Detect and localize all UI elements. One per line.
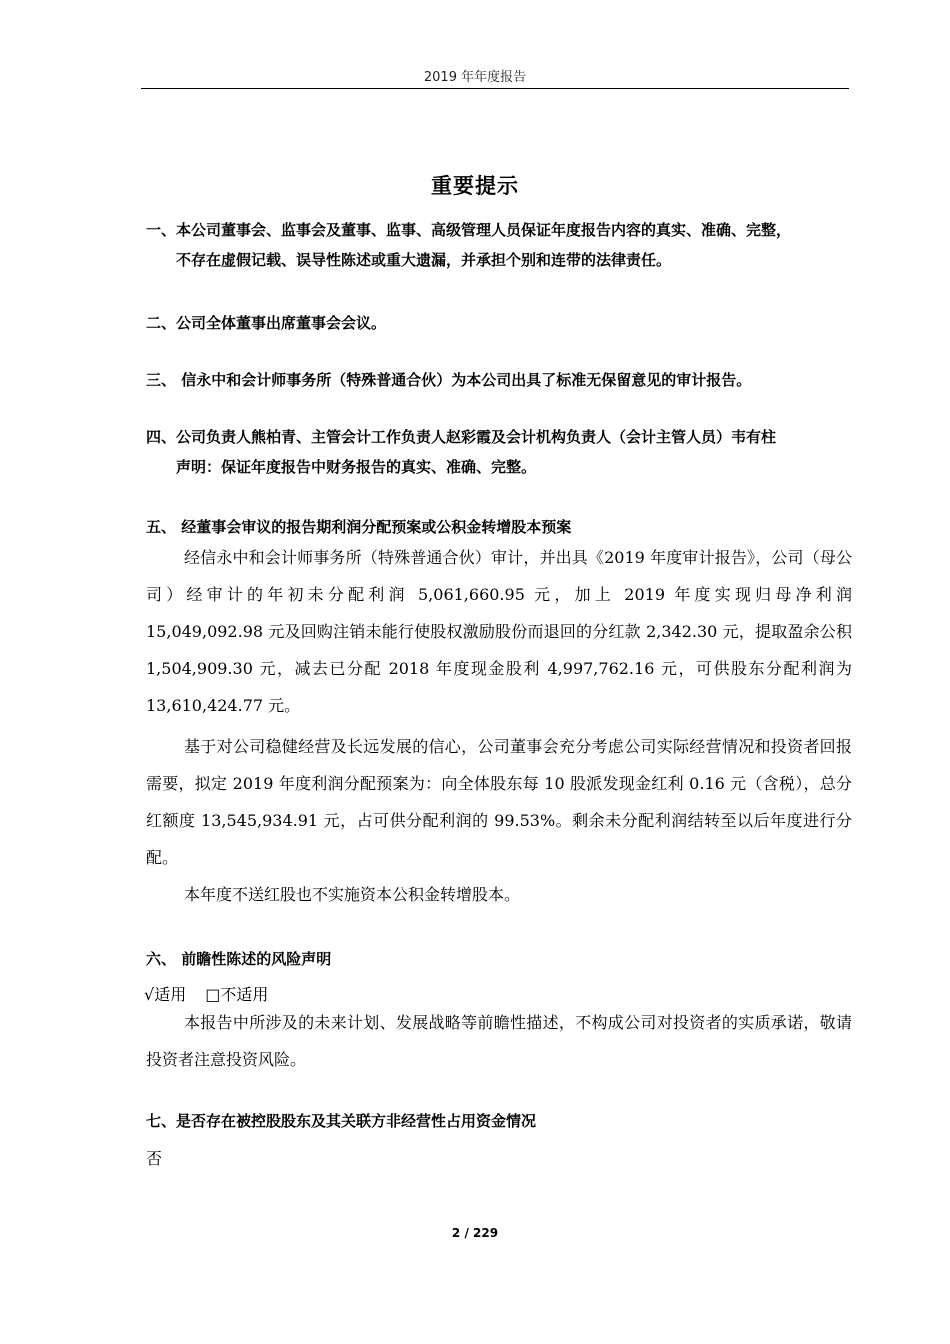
item-three: 三、 信永中和会计师事务所（特殊普通合伙）为本公司出具了标准无保留意见的审计报告。: [146, 371, 752, 389]
page-header: 2019 年年度报告: [423, 70, 527, 85]
page-title: 重要提示: [431, 174, 519, 198]
item-seven: 七、是否存在被控股股东及其关联方非经营性占用资金情况: [146, 1112, 537, 1130]
item-one-line1: 一、本公司董事会、监事会及董事、监事、高级管理人员保证年度报告内容的真实、准确、完整，: [146, 221, 792, 239]
paragraph-forward-looking: 本报告中所涉及的未来计划、发展战略等前瞻性描述，不构成公司对投资者的实质承诺，敬请投资者注意投资风险。: [146, 1013, 852, 1069]
item-four: [146, 422, 852, 482]
checkbox-not-applicable: □不适用: [205, 985, 269, 1004]
item-one-line2: 不存在虚假记载、误导性陈述或重大遗漏，并承担个别和连带的法律责任。: [176, 251, 672, 269]
paragraph-audit: 经信永中和会计师事务所（特殊普通合伙）审计，并出具《2019 年度审计报告》，公司（母公司）经审计的年初未分配利润 5,061,660.95 元，加上 2019 年度实现归母净利润 15,049,092.98 元及回购注销未能行使股权激励股份而退回的分红款 2,342.30 元，提取盈余公积 1,504,909.30 元，减去已分配 2018 年度现金股利 4,997,762.16 元，可供股东分配利润为 13,610,424.77 元。: [146, 548, 852, 715]
header-rule: [141, 88, 849, 89]
item-two: 二、公司全体董事出席董事会会议。: [146, 314, 387, 332]
page-number: 2 / 229: [451, 1226, 499, 1240]
item-six: 六、 前瞻性陈述的风险声明: [146, 950, 332, 968]
answer-seven: 否: [146, 1149, 163, 1168]
checkbox-applicable: √适用: [144, 985, 187, 1004]
paragraph-dividend-plan: 基于对公司稳健经营及长远发展的信心，公司董事会充分考虑公司实际经营情况和投资者回报需要，拟定 2019 年度利润分配预案为：向全体股东每 10 股派发现金红利 0.16 元（含税），总分红额度 13,545,934.91 元，占可供分配利润的 99.53%。剩余未分配利润结转至以后年度进行分配。: [146, 737, 852, 867]
item-five: 五、 经董事会审议的报告期利润分配预案或公积金转增股本预案: [146, 518, 572, 536]
item-four-line2: 声明：保证年度报告中财务报告的真实、准确、完整。: [176, 458, 537, 476]
paragraph-no-bonus: 本年度不送红股也不实施资本公积金转增股本。: [184, 885, 521, 904]
item-four-line1: 四、公司负责人熊柏青、主管会计工作负责人赵彩霞及会计机构负责人（会计主管人员）韦有柱: [146, 428, 777, 446]
item-one: [146, 215, 852, 275]
